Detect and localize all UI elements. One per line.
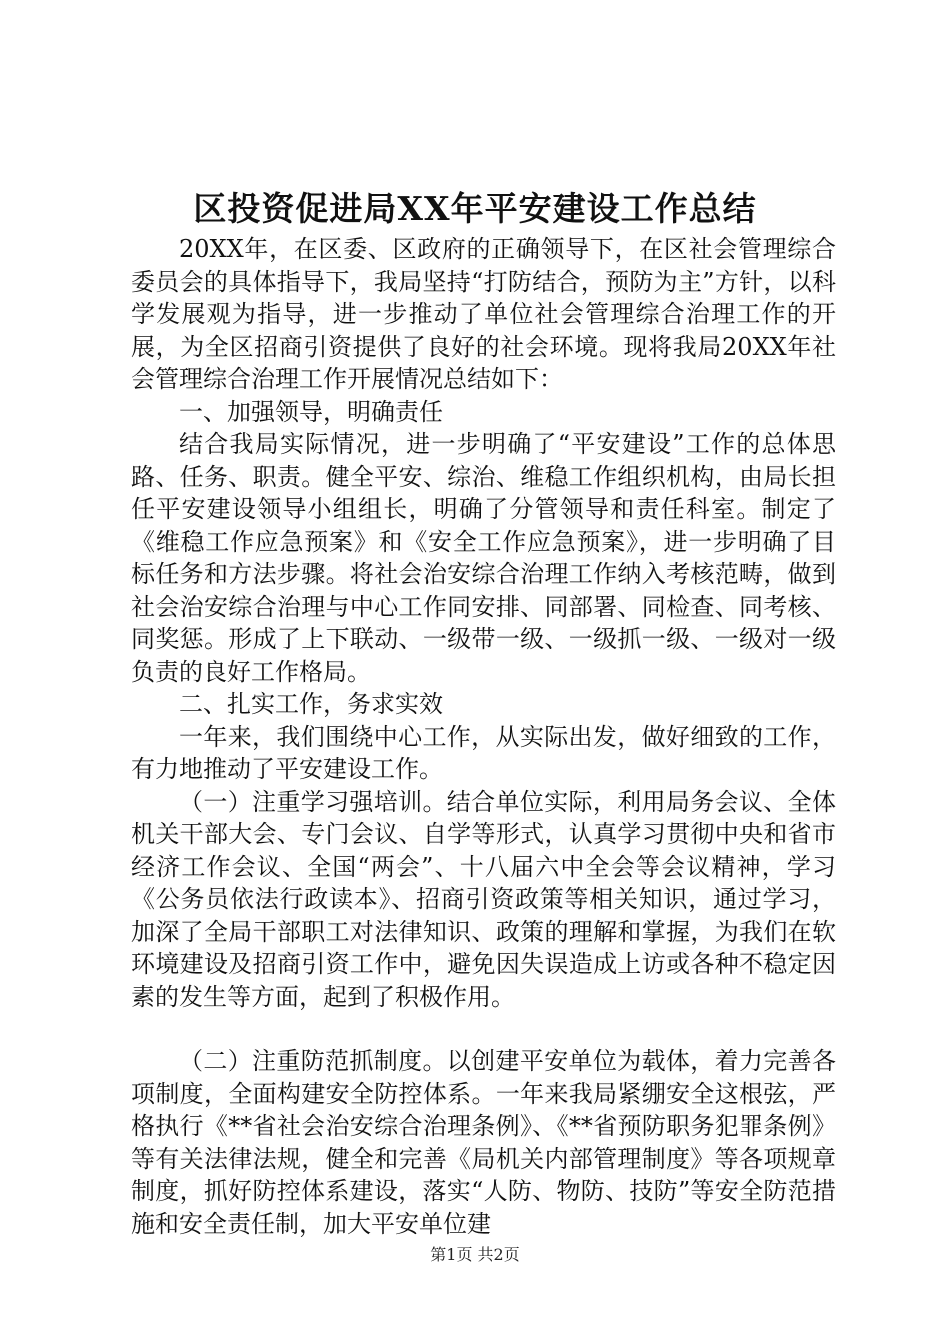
page-footer: 第1页 共2页: [430, 1245, 520, 1264]
section-heading-1: 一、加强领导，明确责任: [179, 397, 443, 426]
document-title: 区投资促进局XX年平安建设工作总结: [193, 189, 757, 228]
paragraph-intro: 20XX年，在区委、区政府的正确领导下，在区社会管理综合委员会的具体指导下，我局坚持“打防结合，预防为主”方针，以科学发展观为指导，进一步推动了单位社会管理综合治理工作的开展，为全区招商引资提供了良好的社会环境。现将我局20XX年社会管理综合治理工作开展情况总结如下：: [131, 235, 836, 393]
section-heading-2: 二、扎实工作，务求实效: [179, 690, 443, 718]
paragraph-item-2: （二）注重防范抓制度。以创建平安单位为载体，着力完善各项制度，全面构建安全防控体系。一年来我局紧绷安全这根弦，严格执行《**省社会治安综合治理条例》、《**省预防职务犯罪条例》等有关法律法规，健全和完善《局机关内部管理制度》等各项规章制度，抓好防控体系建设，落实“人防、物防、技防”等安全防范措施和安全责任制，加大平安单位建: [131, 1047, 836, 1238]
document-body: [131, 233, 836, 1240]
paragraph-section-1: 结合我局实际情况，进一步明确了“平安建设”工作的总体思路、任务、职责。健全平安、综治、维稳工作组织机构，由局长担任平安建设领导小组组长，明确了分管领导和责任科室。制定了《维稳工作应急预案》和《安全工作应急预案》，进一步明确了目标任务和方法步骤。将社会治安综合治理工作纳入考核范畴，做到社会治安综合治理与中心工作同安排、同部署、同检查、同考核、同奖惩。形成了上下联动、一级带一级、一级抓一级、一级对一级负责的良好工作格局。: [131, 430, 836, 686]
paragraph-section-2: 一年来，我们围绕中心工作，从实际出发，做好细致的工作，有力地推动了平安建设工作。: [131, 722, 836, 783]
paragraph-item-1: （一）注重学习强培训。结合单位实际，利用局务会议、全体机关干部大会、专门会议、自学等形式，认真学习贯彻中央和省市经济工作会议、全国“两会”、十八届六中全会等会议精神，学习《公务员依法行政读本》、招商引资政策等相关知识，通过学习，加深了全局干部职工对法律知识、政策的理解和掌握，为我们在软环境建设及招商引资工作中，避免因失误造成上访或各种不稳定因素的发生等方面，起到了积极作用。: [131, 787, 836, 1011]
